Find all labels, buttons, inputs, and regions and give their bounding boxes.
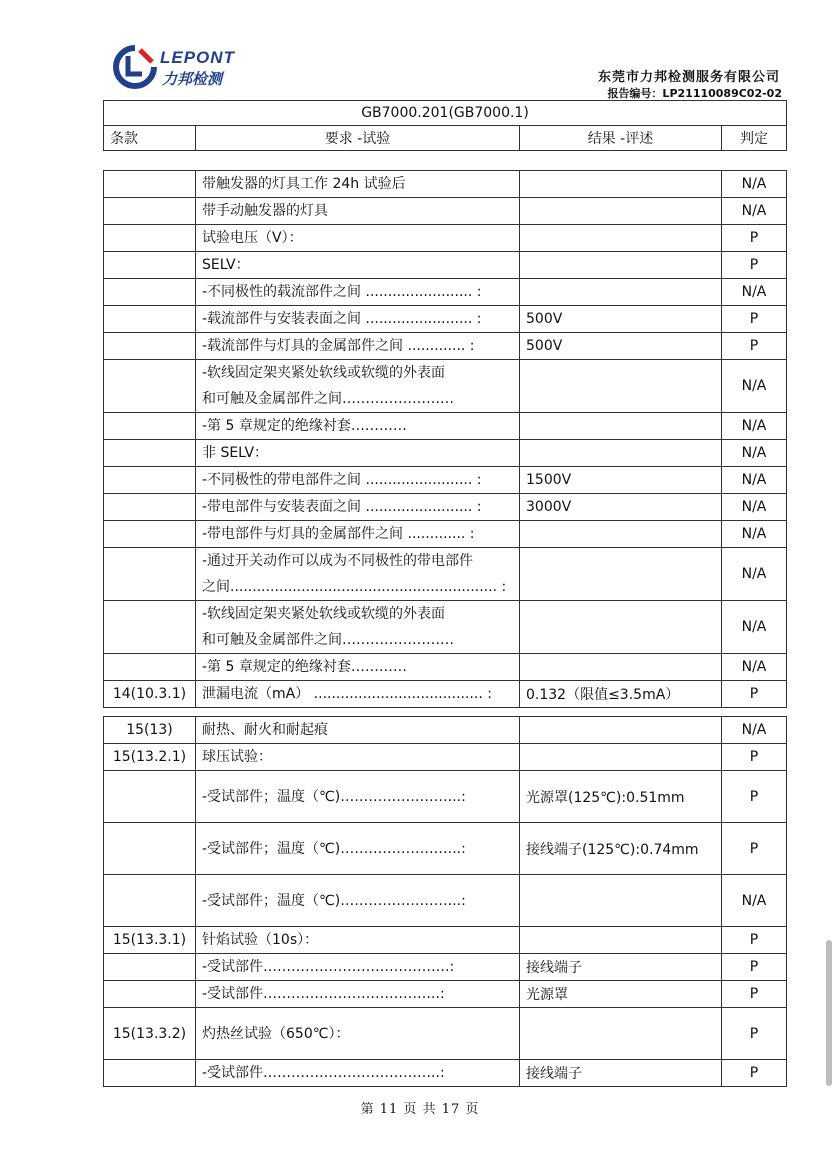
verdict-cell: N/A [722, 467, 787, 494]
requirement-cell: 灼热丝试验（650℃）： [196, 1008, 520, 1060]
requirement-cell: -带电部件与灯具的金属部件之间 ............. : [196, 521, 520, 548]
standard-title: GB7000.201(GB7000.1) [104, 101, 787, 126]
result-cell [520, 360, 722, 413]
verdict-cell: P [722, 1008, 787, 1060]
verdict-cell: N/A [722, 360, 787, 413]
scrollbar[interactable] [826, 940, 832, 1086]
result-cell: 接线端子 [520, 954, 722, 981]
requirement-cell: 泄漏电流（mA） ...................................... : [196, 681, 520, 708]
requirement-cell: -带电部件与安装表面之间 ........................ : [196, 494, 520, 521]
result-cell [520, 521, 722, 548]
logo-mark-icon [112, 44, 158, 90]
table-row [104, 771, 787, 823]
requirement-cell: -载流部件与安装表面之间 ........................ : [196, 306, 520, 333]
verdict-cell: P [722, 771, 787, 823]
verdict-cell: P [722, 823, 787, 875]
result-cell [520, 1008, 722, 1060]
clause-cell [104, 198, 196, 225]
requirement-cell: -受试部件；温度（℃)……………………..: [196, 771, 520, 823]
clause-cell [104, 954, 196, 981]
company-name: 东莞市力邦检测服务有限公司 [597, 70, 780, 85]
clause-cell: 15(13.3.1) [104, 927, 196, 954]
clause-cell [104, 252, 196, 279]
verdict-cell: P [722, 225, 787, 252]
result-cell [520, 744, 722, 771]
clause-cell [104, 413, 196, 440]
requirement-cell: 球压试验： [196, 744, 520, 771]
requirement-cell: 带手动触发器的灯具 [196, 198, 520, 225]
verdict-cell: N/A [722, 494, 787, 521]
table-row [104, 823, 787, 875]
table-row [104, 521, 787, 548]
table-row [104, 198, 787, 225]
requirement-cell: -载流部件与灯具的金属部件之间 ............. : [196, 333, 520, 360]
clause-cell [104, 981, 196, 1008]
requirement-cell: SELV： [196, 252, 520, 279]
verdict-cell: P [722, 1060, 787, 1087]
table-row [104, 681, 787, 708]
clause-cell [104, 360, 196, 413]
verdict-cell: N/A [722, 198, 787, 225]
table-row [104, 717, 787, 744]
test-table-2 [103, 716, 787, 1087]
result-cell [520, 548, 722, 601]
verdict-cell: P [722, 333, 787, 360]
verdict-cell: N/A [722, 875, 787, 927]
result-cell [520, 225, 722, 252]
result-cell [520, 171, 722, 198]
clause-cell [104, 875, 196, 927]
verdict-cell: N/A [722, 717, 787, 744]
result-cell [520, 198, 722, 225]
table-row [104, 279, 787, 306]
verdict-cell: N/A [722, 521, 787, 548]
verdict-cell: P [722, 744, 787, 771]
clause-cell [104, 521, 196, 548]
result-cell: 光源罩(125℃):0.51mm [520, 771, 722, 823]
result-cell: 500V [520, 306, 722, 333]
result-cell [520, 717, 722, 744]
requirement-cell: 带触发器的灯具工作 24h 试验后 [196, 171, 520, 198]
verdict-cell: N/A [722, 279, 787, 306]
clause-cell: 14(10.3.1) [104, 681, 196, 708]
verdict-cell: N/A [722, 440, 787, 467]
table-row [104, 954, 787, 981]
requirement-cell: -软线固定架夹紧处软线或软缆的外表面 和可触及金属部件之间…………………… [196, 360, 520, 413]
verdict-cell: P [722, 681, 787, 708]
table-row [104, 225, 787, 252]
verdict-cell: P [722, 927, 787, 954]
clause-cell [104, 494, 196, 521]
result-cell: 0.132（限值≤3.5mA） [520, 681, 722, 708]
clause-cell: 15(13.3.2) [104, 1008, 196, 1060]
table-row [104, 654, 787, 681]
clause-cell: 15(13) [104, 717, 196, 744]
clause-cell [104, 440, 196, 467]
table-row [104, 744, 787, 771]
header-clause: 条款 [104, 126, 196, 151]
result-cell [520, 927, 722, 954]
header-result: 结果 -评述 [520, 126, 722, 151]
table-row [104, 601, 787, 654]
verdict-cell: P [722, 954, 787, 981]
table-row [104, 360, 787, 413]
result-cell [520, 440, 722, 467]
table-row [104, 875, 787, 927]
page-number: 第 11 页 共 17 页 [360, 1102, 480, 1117]
requirement-cell: 试验电压（V）： [196, 225, 520, 252]
result-cell: 500V [520, 333, 722, 360]
logo-text-cn: 力邦检测 [162, 70, 223, 88]
result-cell: 3000V [520, 494, 722, 521]
table-row [104, 1060, 787, 1087]
clause-cell [104, 467, 196, 494]
header-requirement: 要求 -试验 [196, 126, 520, 151]
report-number: 报告编号：LP21110089C02-02 [607, 87, 782, 100]
requirement-cell: 耐热、耐火和耐起痕 [196, 717, 520, 744]
verdict-cell: N/A [722, 413, 787, 440]
requirement-cell: 针焰试验（10s）： [196, 927, 520, 954]
clause-cell [104, 306, 196, 333]
table-row [104, 171, 787, 198]
requirement-cell: -受试部件；温度（℃)……………………..: [196, 823, 520, 875]
result-cell: 接线端子(125℃):0.74mm [520, 823, 722, 875]
clause-cell [104, 771, 196, 823]
company-logo [112, 44, 262, 92]
result-cell: 1500V [520, 467, 722, 494]
result-cell: 光源罩 [520, 981, 722, 1008]
requirement-cell: -第 5 章规定的绝缘衬套………… [196, 413, 520, 440]
result-cell: 接线端子 [520, 1060, 722, 1087]
verdict-cell: P [722, 306, 787, 333]
table-row [104, 252, 787, 279]
requirement-cell: -受试部件………………………………..: [196, 981, 520, 1008]
table-row [104, 981, 787, 1008]
result-cell [520, 601, 722, 654]
clause-cell [104, 1060, 196, 1087]
clause-cell [104, 823, 196, 875]
requirement-cell: 非 SELV： [196, 440, 520, 467]
requirement-cell: -不同极性的载流部件之间 ........................ : [196, 279, 520, 306]
verdict-cell: N/A [722, 171, 787, 198]
verdict-cell: N/A [722, 654, 787, 681]
verdict-cell: N/A [722, 548, 787, 601]
test-table-1 [103, 170, 787, 708]
clause-cell [104, 548, 196, 601]
requirement-cell: -受试部件；温度（℃)……………………..: [196, 875, 520, 927]
requirement-cell: -受试部件………………………………..: [196, 1060, 520, 1087]
clause-cell [104, 279, 196, 306]
table-row [104, 467, 787, 494]
requirement-cell: -软线固定架夹紧处软线或软缆的外表面 和可触及金属部件之间…………………… [196, 601, 520, 654]
table-row [104, 548, 787, 601]
result-cell [520, 413, 722, 440]
logo-text: LEPONT [160, 48, 235, 67]
result-cell [520, 279, 722, 306]
requirement-cell: -通过开关动作可以成为不同极性的带电部件 之间............................................................ : [196, 548, 520, 601]
result-cell [520, 252, 722, 279]
clause-cell [104, 601, 196, 654]
table-row [104, 494, 787, 521]
table-row [104, 333, 787, 360]
table-row [104, 927, 787, 954]
table-row [104, 1008, 787, 1060]
table-row [104, 413, 787, 440]
table-row [104, 440, 787, 467]
verdict-cell: P [722, 252, 787, 279]
verdict-cell: P [722, 981, 787, 1008]
result-cell [520, 654, 722, 681]
verdict-cell: N/A [722, 601, 787, 654]
requirement-cell: -受试部件………………………………….: [196, 954, 520, 981]
clause-cell [104, 225, 196, 252]
result-cell [520, 875, 722, 927]
header-verdict: 判定 [722, 126, 787, 151]
standard-header-table [103, 100, 787, 151]
requirement-cell: -不同极性的带电部件之间 ........................ : [196, 467, 520, 494]
clause-cell: 15(13.2.1) [104, 744, 196, 771]
clause-cell [104, 171, 196, 198]
requirement-cell: -第 5 章规定的绝缘衬套………… [196, 654, 520, 681]
clause-cell [104, 654, 196, 681]
clause-cell [104, 333, 196, 360]
table-row [104, 306, 787, 333]
